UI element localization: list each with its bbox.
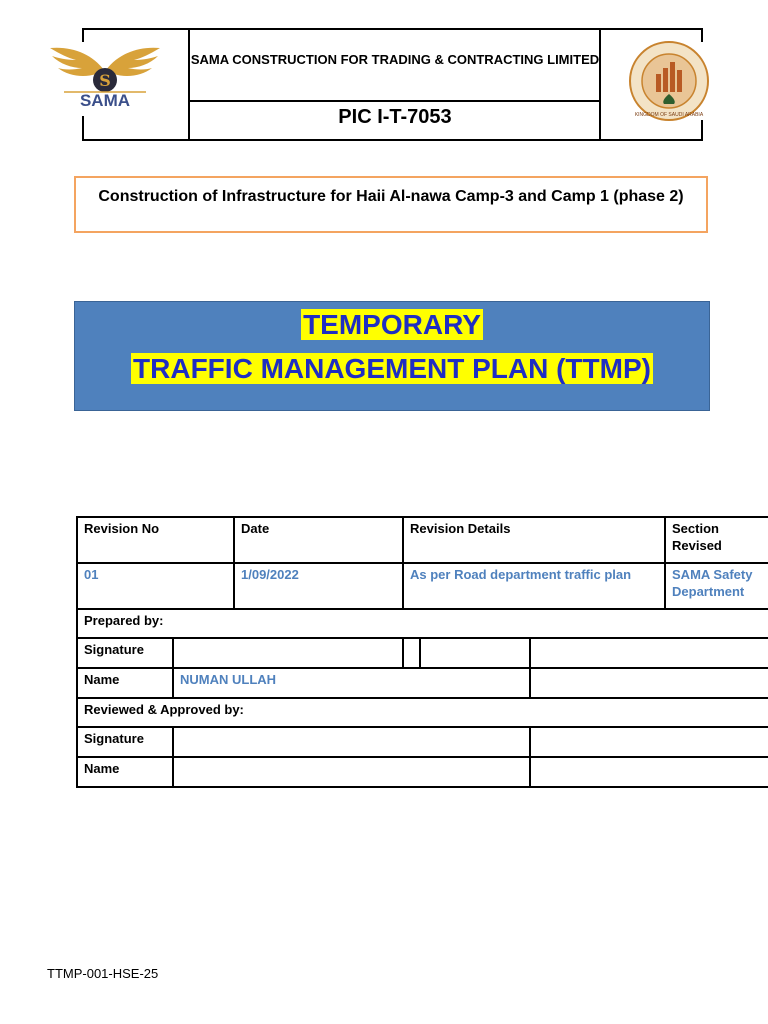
reviewed-name-label: Name bbox=[77, 757, 173, 787]
prepared-name-label: Name bbox=[77, 668, 173, 698]
document-footer-code: TTMP-001-HSE-25 bbox=[47, 966, 159, 981]
prepared-signature-field-3[interactable] bbox=[530, 638, 768, 668]
reviewed-by-label: Reviewed & Approved by: bbox=[77, 698, 768, 727]
svg-text:S: S bbox=[99, 71, 111, 90]
prepared-by-label: Prepared by: bbox=[77, 609, 768, 638]
prepared-name-value: NUMAN ULLAH bbox=[173, 668, 530, 698]
reviewed-signature-field[interactable] bbox=[173, 727, 530, 757]
reviewed-signature-label: Signature bbox=[77, 727, 173, 757]
revision-details-value: As per Road department traffic plan bbox=[403, 563, 665, 609]
header-revision-details: Revision Details bbox=[403, 517, 665, 563]
header-revision-no: Revision No bbox=[77, 517, 234, 563]
header-bottom-border bbox=[82, 139, 703, 141]
header-section-revised: Section Revised bbox=[665, 517, 768, 563]
prepared-signature-field[interactable] bbox=[173, 638, 403, 668]
document-code: PIC I-T-7053 bbox=[338, 106, 452, 128]
revision-table bbox=[76, 516, 768, 788]
header-top-border bbox=[82, 28, 703, 30]
date-value: 1/09/2022 bbox=[234, 563, 403, 609]
table-row bbox=[77, 517, 768, 563]
table-row bbox=[77, 668, 768, 698]
prepared-signature-field-2[interactable] bbox=[420, 638, 530, 668]
header-middle-divider bbox=[188, 100, 601, 102]
table-row bbox=[77, 727, 768, 757]
sama-logo bbox=[46, 44, 164, 114]
title-line-1: TEMPORARY bbox=[303, 309, 481, 340]
table-row bbox=[77, 563, 768, 609]
header-date: Date bbox=[234, 517, 403, 563]
title-banner bbox=[74, 301, 710, 411]
seal-caption: KINGDOM OF SAUDI ARABIA bbox=[634, 112, 704, 118]
header-left-tick-bottom bbox=[82, 116, 84, 141]
saudi-seal-logo bbox=[626, 40, 712, 122]
prepared-signature-spacer bbox=[403, 638, 420, 668]
table-row bbox=[77, 609, 768, 638]
prepared-signature-label: Signature bbox=[77, 638, 173, 668]
reviewed-name-field-2[interactable] bbox=[530, 757, 768, 787]
sama-logo-text: SAMA bbox=[79, 91, 131, 110]
header-left-tick-top bbox=[82, 28, 84, 42]
reviewed-name-field[interactable] bbox=[173, 757, 530, 787]
revision-no-value: 01 bbox=[77, 563, 234, 609]
section-revised-value: SAMA Safety Department bbox=[665, 563, 768, 609]
project-title-box bbox=[74, 176, 708, 233]
reviewed-signature-field-2[interactable] bbox=[530, 727, 768, 757]
document-header bbox=[79, 28, 703, 141]
title-line-2: TRAFFIC MANAGEMENT PLAN (TTMP) bbox=[133, 353, 651, 384]
table-row bbox=[77, 698, 768, 727]
company-name: SAMA CONSTRUCTION FOR TRADING & CONTRACTING LIMITED bbox=[190, 52, 600, 67]
table-row bbox=[77, 638, 768, 668]
table-row bbox=[77, 757, 768, 787]
prepared-name-extra[interactable] bbox=[530, 668, 768, 698]
header-right-tick-bottom bbox=[701, 120, 703, 141]
project-title: Construction of Infrastructure for Haii Al-nawa Camp-3 and Camp 1 (phase 2) bbox=[98, 188, 684, 205]
